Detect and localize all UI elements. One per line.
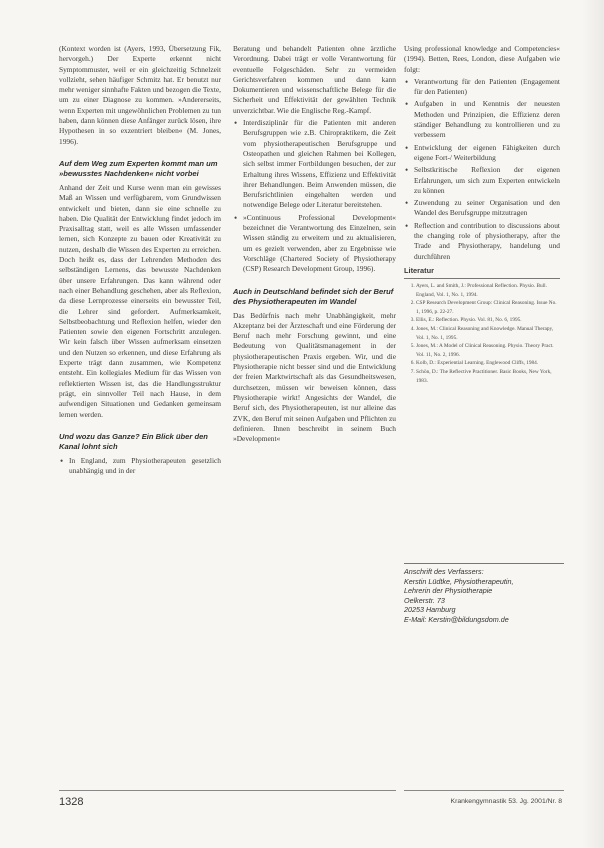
col2-intro: Beratung und behandelt Patienten ohne ärztliche Verordnung. Dabei trägt er volle Verantwortung für eventuelle Folgeschäden. Sehr zu vermeiden Gerichtsverfahren kommen und dann kann Dokumentieren und wissenschaftliche Belege für die Sicherheit und Effektivität der gewählten Technik unverzichtbar. Wie die Englische Reg.-Kampf. bbox=[233, 44, 396, 115]
scan-edge-shadow bbox=[582, 0, 604, 848]
column-1 bbox=[59, 44, 221, 478]
address-role: Lehrerin der Physiotherapie bbox=[404, 586, 493, 596]
literature-divider bbox=[404, 278, 560, 279]
page-number: 1328 bbox=[59, 796, 84, 808]
address-label: Anschrift des Verfassers: bbox=[404, 567, 484, 576]
reference-item: 1. Ayers, L. and Smith, J.: Professional Reflection. Physio. Bull. England, Vol. 1, No. 1, 1994. bbox=[416, 282, 560, 299]
col3-bullet: • Aufgaben in und Kenntnis der neuesten Methoden und Prinzipien, die Effizienz deren ständiger Behandlung zu kontrollieren und zu verbessern bbox=[404, 99, 560, 140]
reference-list bbox=[404, 282, 560, 385]
col2-bullet: • »Continuous Professional Development« bezeichnet die Verantwortung des Einzelnen, sein Wissen ständig zu erweitern und zu aktualisieren, um es gezielt verwenden, aber zu Ergebnisse wie Vorschläge (Chartered Society of Physiotherapy (CSP) Research Development Group, 1996). bbox=[233, 213, 396, 275]
footer-divider-left bbox=[59, 790, 396, 791]
footer-divider-right bbox=[404, 790, 564, 791]
col1-bullets bbox=[59, 456, 221, 477]
col1-body: Anhand der Zeit und Kurse wenn man ein gewisses Maß an Wissen und verfügbarem, vom Grundwissen entwickelt und bieten, dann sie eine schnelle zu haben. Die Qualität der Entwicklung findet jedoch im Praxisalltag statt, weil es alle Wissen umfassender lernen, sich Konzepte zu bauen oder Kreativität zu nutzen, deshalb die Wissen des Experten zu erreichen. Doch heißt es, dass der Lehrenden Methoden des selbständigen Lernens, das bewusste Nachdenken über unsere Erfahrungen. Das kann während oder nach einer Behandlung geschehen, aber als Reflexion, da diese Lernprozesse einerseits ein bewusster Teil, die Lehrer sind gefordert. Aufmerksamkeit, Selbstbeobachtung und Reflexion helfen, wieder den Patienten sowie den eigenen Fortschritt anzulegen. Wir kein falsch über Wissen aufmerksam einsetzen und den Nutzen so erkennen, und diese Erfahrung als Experte trägt dann zusammen, wie Kompetenz entsteht. Ein kollegiales Medium für das Wissen von reflektierten Wissen ist, das die Handlungsstruktur prägt, ein sinnvoller Teil nach Hause, in dem aufwendigen Situationen und Gedanken gemeinsam lernen werden. bbox=[59, 182, 221, 419]
address-name: Kerstin Lüdtke, Physiotherapeutin, bbox=[404, 576, 514, 586]
col2-bullets bbox=[233, 118, 396, 274]
author-address bbox=[404, 563, 564, 625]
col2-body: Das Bedürfnis nach mehr Unabhängigkeit, mehr Akzeptanz bei der Ärzteschaft und eine Förderung der Beruf nach mehr Forschung gewinnt, und eine Bedeutung von Qualitätsmanagement in der physiotherapeutischen Praxis ergeben. Wir, und die Physiotherapie nicht besser sind und die Entwicklung der freien Marktwirtschaft als das Gesundheitswesen, durchsetzen, müssen wir beweisen können, dass Physiotherapie wirkt! Angesichts der Wandel, die Beruf sich, des Physiotherapeuten, ist nur alleine das ZVK, den Beruf mit seinen Aufgaben und Pflichten zu definieren. Ihnen beschreibt in seinem Buch »Development« bbox=[233, 310, 396, 444]
col3-bullet: • Verantwortung für den Patienten (Engagement für den Patienten) bbox=[404, 77, 560, 98]
col2-bullet: • Interdisziplinär für die Patienten mit anderen Berufsgruppen wie z.B. Chiropraktikern, die Zeit vom physiotherapeutischen Berufsgruppe und Osteopathen und gleichen Rahmen bei Kollegen, sich selbst immer Fortbildungen besuchen, der zur Erhaltung ihres Wissens, Effizienz und Effektivität ihrer Behandlungen. Beim Anwenden müssen, die Berufsrichtlinien eingehalten werden und notwendige Belege oder Literatur bereitstehen. bbox=[233, 118, 396, 211]
col1-heading-1: Auf dem Weg zum Experten kommt man um »bewusstes Nachdenken« nicht vorbei bbox=[59, 158, 218, 178]
reference-item: 4. Jones, M.: Clinical Reasoning and Knowledge. Manual Therapy, Vol. 1, No. 1, 1995. bbox=[416, 325, 560, 342]
reference-item: 2. CSP Research Development Group: Clinical Reasoning. Issue No. 1, 1996, p. 22-27. bbox=[416, 299, 560, 316]
column-3 bbox=[404, 44, 560, 385]
col3-intro: Using professional knowledge and Competencies« (1994). Betten, Rees, London, diese Aufgaben wie folgt: bbox=[404, 44, 560, 74]
address-street: Oelkerstr. 73 bbox=[404, 595, 445, 605]
reference-item: 7. Schön, D.: The Reflective Practitioner. Basic Books, New York, 1983. bbox=[416, 368, 560, 385]
col1-heading-2: Und wozu das Ganze? Ein Blick über den Kanal lohnt sich bbox=[59, 431, 208, 451]
address-email[interactable]: E-Mail: Kerstin@bildungsdom.de bbox=[404, 614, 509, 624]
col3-bullet: • Selbstkritische Reflexion der eigenen Erfahrungen, um sich zum Experten entwickeln zu können bbox=[404, 165, 560, 196]
col3-bullet: • Entwicklung der eigenen Fähigkeiten durch eigene Fort-/ Weiterbildung bbox=[404, 143, 560, 164]
col3-bullets bbox=[404, 77, 560, 262]
reference-item: 5. Jones, M.: A Model of Clinical Reasoning. Physio. Theory Pract. Vol. 11, No. 2, 1996. bbox=[416, 342, 560, 359]
col1-intro: (Kontext worden ist (Ayers, 1993, Übersetzung Fik, hervorgeh.) Der Experte erkennt nicht Symptommuster, weil er ein gleichzeitig Schnelzeit vollzieht, sehen häufiger Schmitz hat. Er benutzt nur mehr weniger sinnhafte Fakten und bezogen die Texte, um zu einer Diagnose zu kommen. »Andererseits, wenn Experten mit ungewöhnlichen Problemen zu tun haben, dann können diese Anfänger zurück lösen, ihre Hypothesen in so exzentriert bleiben« (M. Jones, 1996). bbox=[59, 44, 221, 146]
col2-heading: Auch in Deutschland befindet sich der Beruf des Physiotherapeuten im Wandel bbox=[233, 286, 394, 306]
address-city: 20253 Hamburg bbox=[404, 605, 456, 615]
col3-bullet: • Zuwendung zu seiner Organisation und den Wandel des Berufsgruppe mitzutragen bbox=[404, 198, 560, 219]
literature-heading: Literatur bbox=[404, 265, 434, 275]
column-2 bbox=[233, 44, 396, 446]
address-divider bbox=[404, 563, 564, 564]
reference-item: 6. Kolb, D.: Experiential Learning. Englewood Cliffs, 1984. bbox=[416, 359, 560, 367]
reference-item: 3. Ellis, E.: Reflection. Physio. Vol. 81, No. 6, 1995. bbox=[416, 316, 560, 324]
col1-bullet: • In England, zum Physiotherapeuten gesetzlich unabhängig und in der bbox=[59, 456, 221, 477]
col3-bullet: • Reflection and contribution to discussions about the changing role of physiotherapy, after the Trade and Physiotherapy, handelung und durchführen bbox=[404, 221, 560, 262]
journal-footer: Krankengymnastik 53. Jg. 2001/Nr. 8 bbox=[450, 798, 562, 805]
